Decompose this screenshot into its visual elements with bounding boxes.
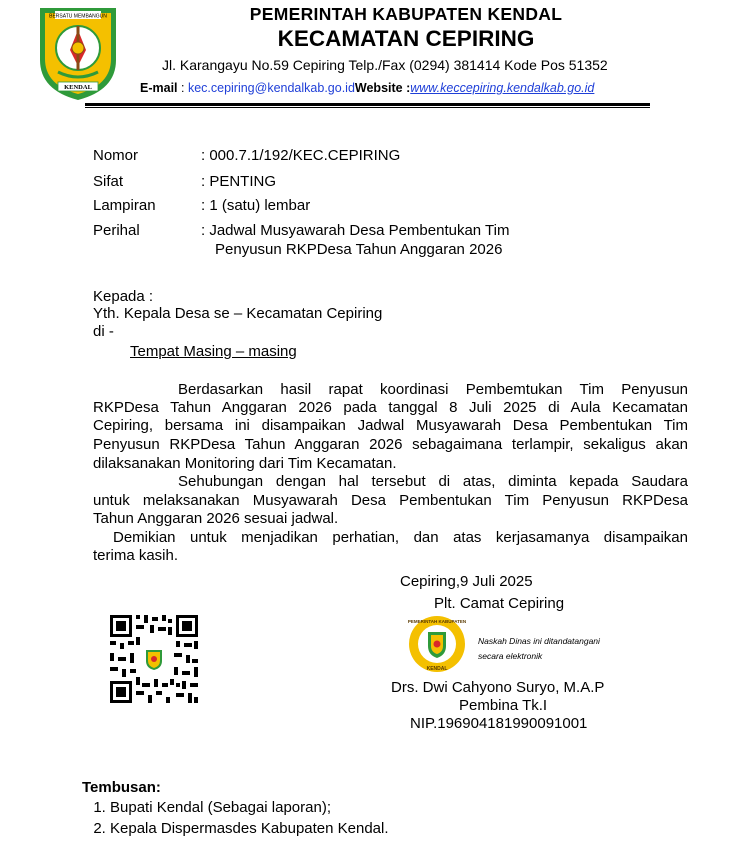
header-rule-thin [85,107,650,108]
svg-text:BERSATU MEMBANGUN: BERSATU MEMBANGUN [49,13,107,20]
meta-label-lampiran: Lampiran [93,197,156,214]
email-link[interactable]: kec.cepiring@kendalkab.go.id [187,81,355,95]
body-p2-line1: Sehubungan dengan hal tersebut di atas, diminta kepada Saudara [178,473,688,490]
e-signature-note [478,634,618,664]
website-link[interactable]: www.keccepiring.kendalkab.go.id [410,81,595,95]
tembusan-list [82,797,389,839]
di-label: di - [93,323,114,340]
signer-rank: Pembina Tk.I [459,697,548,714]
body-p1-line4: Penyusun RKPDesa Tahun Anggaran 2026 sebagaimana terlampir, sekaligus akan [93,436,688,453]
signer-nip: NIP.196904181990091001 [410,715,588,732]
body-p1-line5: dilaksanakan Monitoring dari Tim Kecamatan. [93,455,397,472]
kepada-label: Kepada : [93,288,154,305]
meta-value-perihal: : Jadwal Musyawarah Desa Pembentukan Tim [201,222,510,239]
header-rule-thick [85,103,650,106]
body-p1-line1: Berdasarkan hasil rapat koordinasi Pembemtukan Tim Penyusun [178,381,688,398]
place-date: Cepiring,9 Juli 2025 [400,573,533,590]
website-label: Website : [354,81,411,95]
meta-value-perihal-cont: Penyusun RKPDesa Tahun Anggaran 2026 [215,241,503,258]
e-signature-note-line2: secara elektronik [478,651,543,661]
district-title: KECAMATAN CEPIRING [277,26,535,51]
recipient-place: Tempat Masing – masing [130,343,297,360]
meta-label-nomor: Nomor [93,147,139,164]
office-address: Jl. Karangayu No.59 Cepiring Telp./Fax (0294) 381414 Kode Pos 51352 [162,57,608,73]
meta-label-sifat: Sifat [93,173,124,190]
body-p3-line2: terima kasih. [93,547,179,564]
svg-text:KENDAL: KENDAL [64,84,92,91]
meta-value-sifat: : PENTING [201,173,277,190]
body-p3-line1: Demikian untuk menjadikan perhatian, dan atas kerjasamanya disampaikan [113,529,688,546]
body-p2-line3: Tahun Anggaran 2026 sesuai jadwal. [93,510,339,527]
svg-text:KENDAL: KENDAL [426,666,448,672]
contact-line [140,81,594,95]
email-separator: : [177,81,188,95]
body-p2-line2: untuk melaksanakan Musyawarah Desa Pembentukan Tim Penyusun RKPDesa [93,492,688,509]
meta-label-perihal: Perihal [93,222,140,239]
tembusan-title: Tembusan: [82,779,161,796]
svg-text:PEMERINTAH KABUPATEN: PEMERINTAH KABUPATEN [407,619,467,624]
signer-position: Plt. Camat Cepiring [434,595,565,612]
qr-code-icon[interactable] [108,613,200,705]
signer-name: Drs. Dwi Cahyono Suryo, M.A.P [391,679,605,696]
body-p1-line2: RKPDesa Tahun Anggaran 2026 pada tanggal 8 Juli 2025 di Aula Kecamatan [93,399,688,416]
tembusan-item: 1. Bupati Kendal (Sebagai laporan); [110,797,389,818]
meta-value-lampiran: : 1 (satu) lembar [201,197,311,214]
electronic-seal-icon [407,614,471,674]
body-p1-line3: Cepiring, bersama ini disampaikan Jadwal Musyawarah Desa Pembentukan Tim [93,417,688,434]
meta-value-nomor: : 000.7.1/192/KEC.CEPIRING [201,147,401,164]
recipient-line: Yth. Kepala Desa se – Kecamatan Cepiring [93,305,383,322]
e-signature-note-line1: Naskah Dinas ini ditandatangani [478,636,600,646]
tembusan-item: 2. Kepala Dispermasdes Kabupaten Kendal. [110,818,389,839]
email-label: E-mail [140,81,178,95]
gov-title: PEMERINTAH KABUPATEN KENDAL [249,4,563,24]
